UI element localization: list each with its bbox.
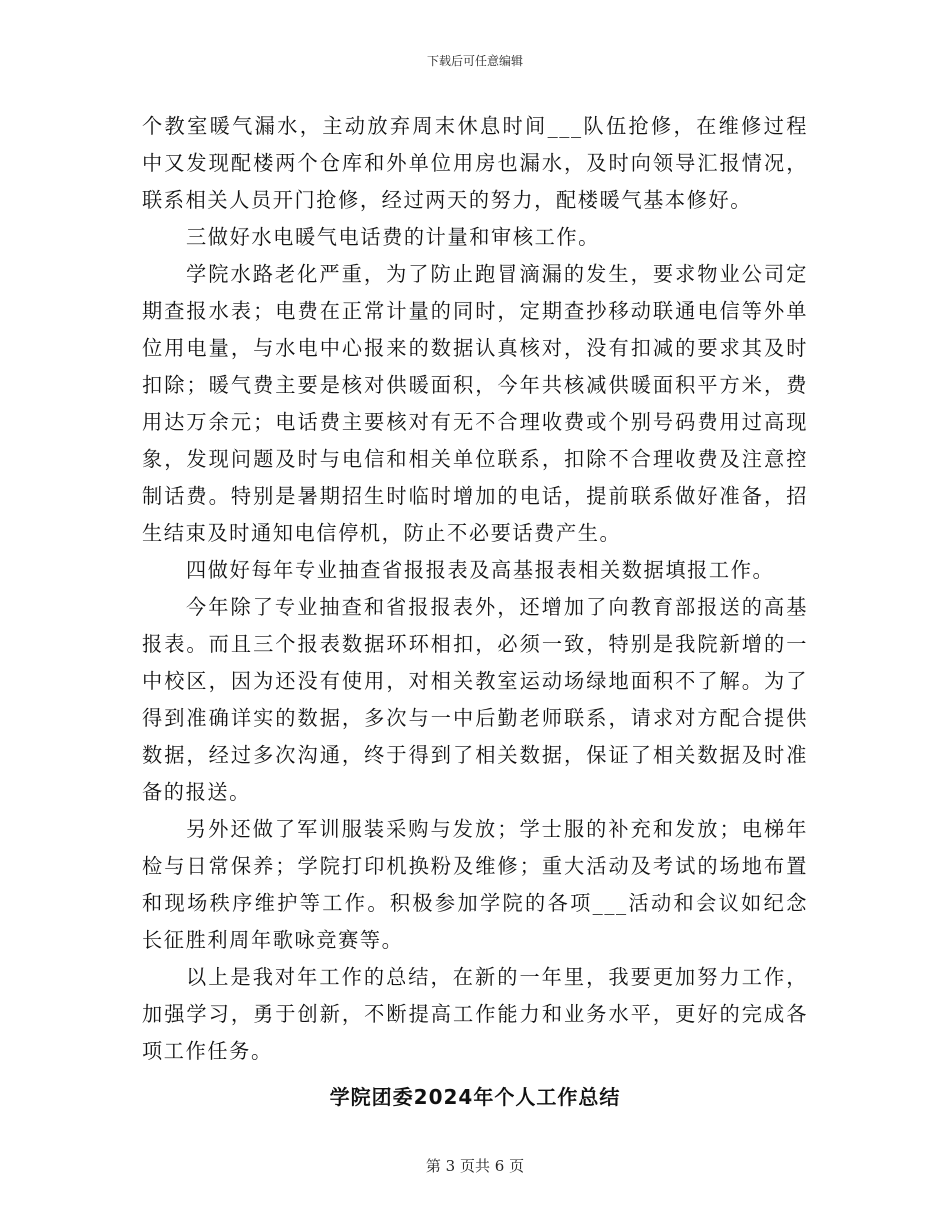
- page-number-footer: 第 3 页共 6 页: [425, 1157, 525, 1175]
- section-heading-three: 三做好水电暖气电话费的计量和审核工作。: [186, 225, 600, 249]
- page-header-note: 下载后可任意编辑: [426, 54, 523, 68]
- section-heading-four: 四做好每年专业抽查省报报表及高基报表相关数据填报工作。: [186, 558, 775, 582]
- paragraph-report-data: 今年除了专业抽查和省报报表外，还增加了向教育部报送的高基报表。而且三个报表数据环环相扣，必须一致，特别是我院新增的一中校区，因为还没有使用，对相关教室运动场绿地面积不了解。为了得到准确详实的数据，多次与一中后勤老师联系，请求对方配合提供数据，经过多次沟通，终于得到了相关数据，保证了相关数据及时准备的报送。: [142, 595, 808, 804]
- paragraph-continuation: 个教室暖气漏水，主动放弃周末休息时间___队伍抢修，在维修过程中又发现配楼两个仓库和外单位用房也漏水，及时向领导汇报情况，联系相关人员开门抢修，经过两天的努力，配楼暖气基本修好。: [142, 114, 808, 212]
- paragraph-conclusion: 以上是我对年工作的总结，在新的一年里，我要更加努力工作，加强学习，勇于创新，不断提高工作能力和业务水平，更好的完成各项工作任务。: [142, 965, 808, 1063]
- paragraph-utility-billing: 学院水路老化严重，为了防止跑冒滴漏的发生，要求物业公司定期查报水表；电费在正常计量的同时，定期查抄移动联通电信等外单位用电量，与水电中心报来的数据认真核对，没有扣减的要求其及时扣除；暖气费主要是核对供暖面积，今年共核减供暖面积平方米，费用达万余元；电话费主要核对有无不合理收费或个别号码费用过高现象，发现问题及时与电信和相关单位联系，扣除不合理收费及注意控制话费。特别是暑期招生时临时增加的电话，提前联系做好准备，招生结束及时通知电信停机，防止不必要话费产生。: [142, 262, 808, 545]
- next-article-title: 学院团委2024年个人工作总结: [329, 1085, 621, 1109]
- paragraph-other-work: 另外还做了军训服装采购与发放；学士服的补充和发放；电梯年检与日常保养；学院打印机换粉及维修；重大活动及考试的场地布置和现场秩序维护等工作。积极参加学院的各项___活动和会议如纪念长征胜利周年歌咏竞赛等。: [142, 817, 808, 952]
- document-body: [142, 108, 808, 1112]
